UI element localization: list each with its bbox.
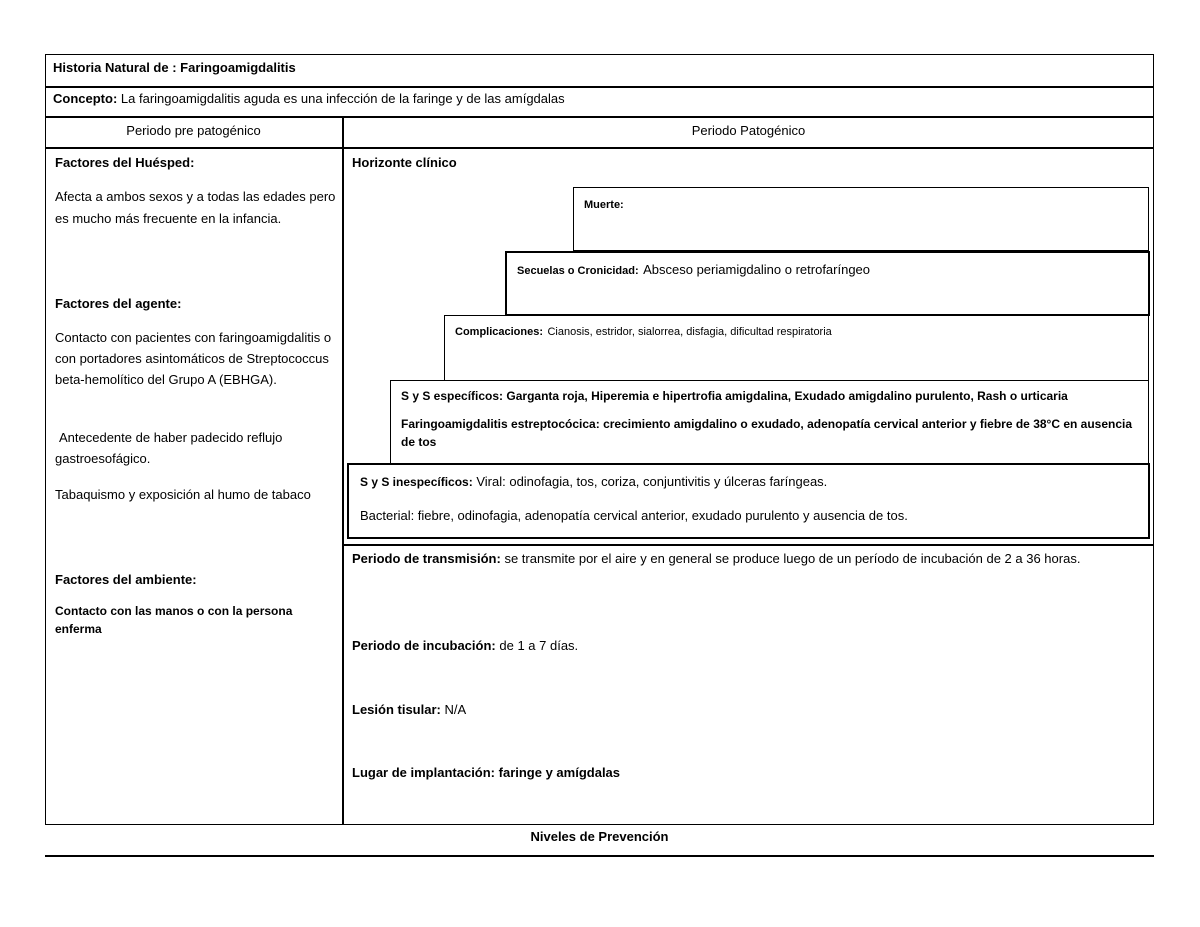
footer-rule [45,855,1154,857]
tissue-lesion [352,700,466,719]
specific-signs-line [401,387,1138,405]
header-pathogenic: Periodo Patogénico [691,123,806,138]
row-divider [45,116,1154,118]
sequelae-text: Absceso periamigdalino o retrofaríngeo [643,262,871,277]
title-value: Faringoamigdalitis [180,60,296,75]
nonspecific-bacterial-text: Bacterial: fiebre, odinofagia, adenopatía cervical anterior, exudado purulento y ausencia de tos. [360,508,908,523]
row-divider [45,86,1154,88]
complications-label: Complicaciones: [455,326,544,338]
concept-text: La faringoamigdalitis aguda es una infección de la faringe y de las amígdalas [120,91,565,106]
implantation-text: faringe y amígdalas [498,765,621,780]
agent-factors-text-2: Antecedente de haber padecido reflujo gastroesofágico. [55,430,283,466]
agent-factors-label: Factores del agente: [55,296,182,311]
agent-factors-text: Contacto con pacientes con faringoamigdalitis o con portadores asintomáticos de Streptococcus beta-hemolítico del Grupo A (EBHGA). [55,330,332,387]
concept-row [53,89,1143,108]
title-label: Historia Natural de : [53,60,177,75]
nonspecific-signs-label: S y S inespecíficos: [360,475,473,489]
complications-box [444,315,1149,381]
nonspecific-signs-box [347,463,1150,539]
death-label: Muerte: [584,199,624,211]
environment-factors-text: Contacto con las manos o con la persona enferma [55,604,293,636]
host-factors-text: Afecta a ambos sexos y a todas las edades pero es mucho más frecuente en la infancia. [55,189,336,226]
clinical-horizon-label: Horizonte clínico [352,155,457,170]
sequelae-box [505,251,1150,316]
specific-signs-label: S y S específicos: [401,389,504,403]
incubation-period [352,636,578,655]
specific-signs-text: Garganta roja, Hiperemia e hipertrofia amigdalina, Exudado amigdalino purulento, Rash o urticaria [506,389,1068,403]
transmission-label: Periodo de transmisión: [352,551,501,566]
strep-signs-label: Faringoamigdalitis estreptocócica: [401,417,600,431]
implantation-site [352,763,620,782]
strep-signs-line [401,415,1138,451]
header-pre-pathogenic: Periodo pre patogénico [126,123,261,138]
strep-signs-text: crecimiento amigdalino o exudado, adenopatía cervical anterior y fiebre de 38°C en ausencia de tos [401,417,1133,449]
sequelae-label: Secuelas o Cronicidad: [517,265,639,277]
agent-factors-text-3: Tabaquismo y exposición al humo de tabaco [55,487,311,502]
complications-text: Cianosis, estridor, sialorrea, disfagia, dificultad respiratoria [547,326,832,338]
incubation-text: de 1 a 7 días. [499,638,579,653]
nonspecific-viral-text: Viral: odinofagia, tos, coriza, conjuntivitis y úlceras faríngeas. [476,474,828,489]
transmission-text: se transmite por el aire y en general se produce luego de un período de incubación de 2 a 36 horas. [504,551,1081,566]
specific-signs-box [390,380,1149,464]
title-row [53,58,296,77]
row-divider [342,544,1154,546]
environment-factors-label: Factores del ambiente: [55,572,197,587]
host-factors-label: Factores del Huésped: [55,155,195,170]
prevention-levels-heading: Niveles de Prevención [530,829,669,844]
tissue-lesion-text: N/A [444,702,467,717]
tissue-lesion-label: Lesión tisular: [352,702,441,717]
death-box [573,187,1149,251]
row-divider [45,147,1154,149]
nonspecific-viral-line [360,472,1137,492]
column-divider [342,116,344,825]
incubation-label: Periodo de incubación: [352,638,496,653]
concept-label: Concepto: [53,91,118,106]
implantation-label: Lugar de implantación: [352,765,496,780]
transmission-period [352,548,1142,569]
